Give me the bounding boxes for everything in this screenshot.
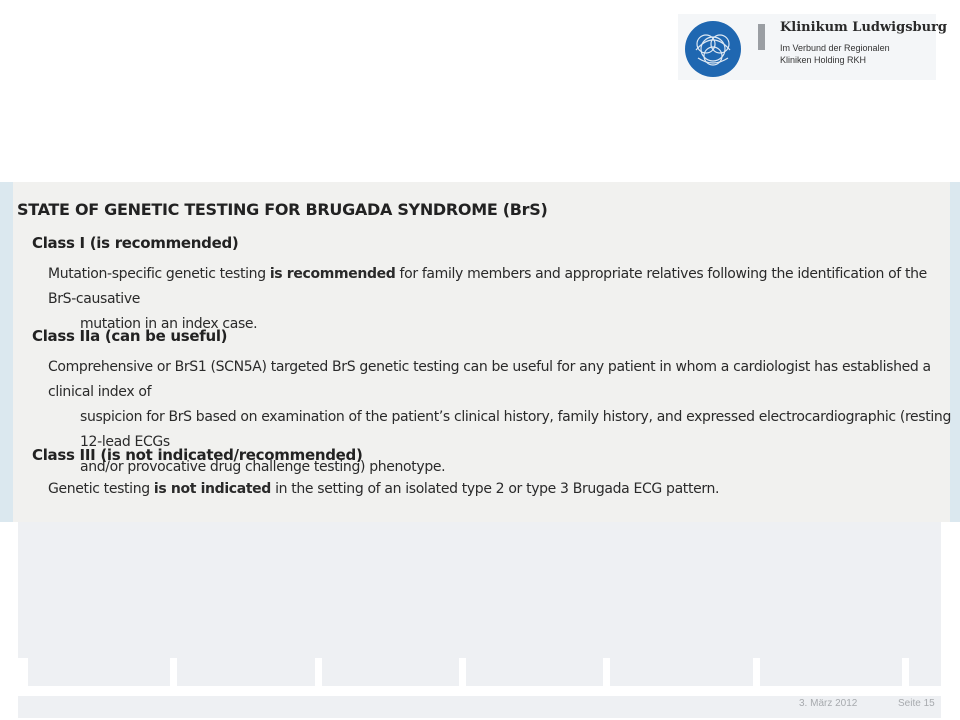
class-i-text-post: for family members and appropriate relatives following the identification of the BrS-causative xyxy=(48,266,927,307)
class-i-text-bold: is recommended xyxy=(269,266,396,282)
class-iii-text-post: in the setting of an isolated type 2 or type 3 Brugada ECG pattern. xyxy=(270,481,720,497)
lower-empty-area xyxy=(18,522,941,658)
class-iii-text xyxy=(48,477,953,502)
logo-title: Klinikum Ludwigsburg xyxy=(780,20,948,35)
page-title: STATE OF GENETIC TESTING FOR BRUGADA SYNDROME (BrS) xyxy=(17,200,548,219)
class-iii-text-bold: is not indicated xyxy=(153,481,271,497)
footer-tab-cell xyxy=(909,658,941,686)
class-iii-text-pre: Genetic testing xyxy=(48,481,154,497)
logo-subtitle-line1: Im Verbund der Regionalen xyxy=(780,43,890,53)
footer-date: 3. März 2012 xyxy=(799,698,858,709)
footer-tab-strip xyxy=(18,658,941,686)
footer-tab-cell xyxy=(466,658,603,686)
logo-subtitle xyxy=(780,42,890,66)
class-i-heading: Class I (is recommended) xyxy=(32,234,239,252)
footer-tab-cell xyxy=(760,658,902,686)
footer-tab-cell xyxy=(322,658,459,686)
class-iia-heading: Class IIa (can be useful) xyxy=(32,327,228,345)
class-iii-heading: Class III (is not indicated/recommended) xyxy=(32,446,363,464)
footer-tab-cell xyxy=(177,658,315,686)
class-i-text-cont: mutation in an index case. xyxy=(80,316,258,332)
content-panel-inner xyxy=(13,182,950,522)
hospital-logo xyxy=(678,14,948,80)
content-panel xyxy=(0,182,960,522)
logo-divider-bar xyxy=(758,24,765,50)
class-i-text-pre: Mutation-specific genetic testing xyxy=(48,266,270,282)
logo-subtitle-line2: Kliniken Holding RKH xyxy=(780,55,867,65)
footer-tab-cell xyxy=(610,658,753,686)
class-i-text xyxy=(48,262,953,337)
class-iia-line1: Comprehensive or BrS1 (SCN5A) targeted BrS genetic testing can be useful for any patient in whom a cardiologist has established a clinical index of xyxy=(48,359,931,400)
footer-page-number: Seite 15 xyxy=(898,698,935,709)
circular-network-logo-icon xyxy=(684,20,742,78)
footer-bar xyxy=(18,696,941,718)
class-iia-line3: and/or provocative drug challenge testing) phenotype. xyxy=(80,459,446,475)
footer-tab-cell xyxy=(28,658,170,686)
class-iia-line2: suspicion for BrS based on examination of the patient’s clinical history, family history, and expressed electrocardiographic (resting 12-lead ECGs xyxy=(80,409,951,450)
